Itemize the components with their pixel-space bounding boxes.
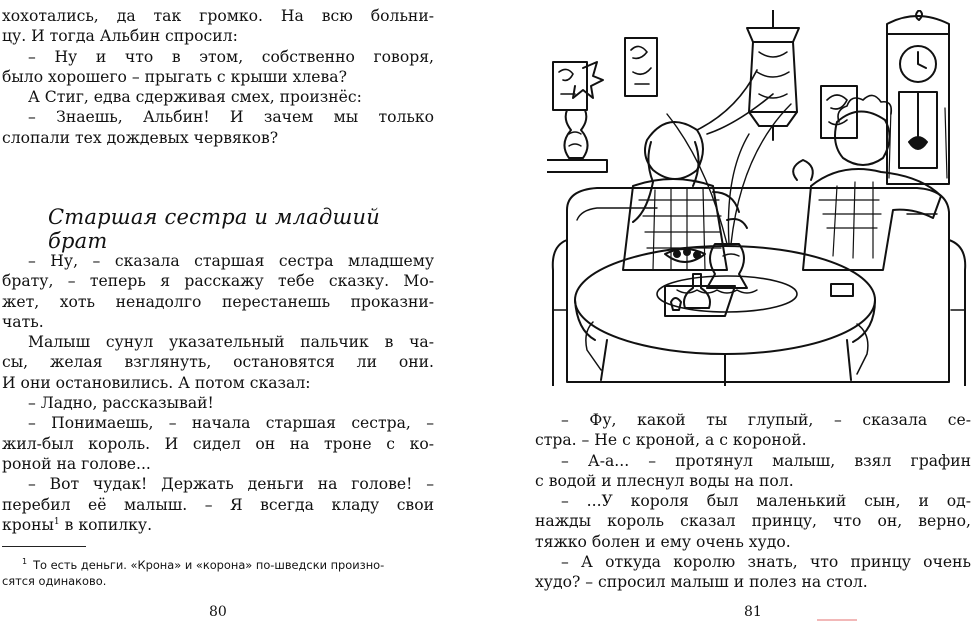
left-body-text [2, 251, 434, 535]
text-line: – А откуда королю знать, что принцу очень [561, 553, 971, 572]
text-line: – Знаешь, Альбин! И зачем мы только [28, 108, 434, 127]
left-page [0, 0, 440, 624]
text-line: И они остановились. А потом сказал: [2, 373, 311, 392]
text-line: жил-был король. И сидел он на троне с ко- [2, 434, 434, 453]
footnote-line [2, 554, 438, 573]
text-line: – Ну, – сказала старшая сестра младшему [28, 252, 434, 270]
chapter-heading: Старшая сестра и младший брат [48, 205, 380, 253]
footnote-reference[interactable]: 1 [53, 516, 60, 527]
text-line: стра. – Не с кроной, а с короной. [535, 431, 807, 450]
text-line: Малыш сунул указательный пальчик в ча- [28, 333, 434, 352]
text-line: было хорошего – прыгать с крыши хлева? [2, 67, 347, 86]
illustration-family-scene [547, 10, 971, 386]
footnote [2, 554, 438, 589]
footnote-text: То есть деньги. «Крона» и «корона» по-шведски произно- [33, 557, 385, 572]
text-line: – Ладно, рассказывай! [28, 394, 214, 413]
matchbox [831, 284, 853, 296]
footnote-divider [2, 546, 86, 547]
lantern-top [747, 10, 799, 42]
footnote-mark: 1 [22, 557, 28, 566]
text-line: сы, желая взглянуть, остановятся ли они. [2, 353, 434, 372]
text-line: – Вот чудак! Держать деньги на голове! – [28, 475, 434, 494]
scan-mark [817, 619, 857, 621]
text-line: роной на голове... [2, 454, 151, 473]
text-line: чать. [2, 312, 44, 331]
text-line: – ...У короля был маленький сын, и од- [561, 492, 971, 511]
footnote-line: сятся одинаково. [2, 573, 107, 588]
text-line: жет, хоть ненадолго перестанешь проказни- [2, 292, 434, 311]
text-line-last [2, 515, 434, 535]
page-number-left: 80 [209, 604, 227, 620]
text-line: А Стиг, едва сдерживая смех, произнёс: [28, 88, 362, 107]
text-line: перебил её малыш. – Я всегда кладу свои [2, 495, 434, 514]
text-line: слопали тех дождевых червяков? [2, 128, 279, 147]
wall-frame-small [553, 62, 587, 110]
text-line: брату, – теперь я расскажу тебе сказку. Мо- [2, 272, 434, 291]
vase [564, 110, 587, 158]
shelf [547, 160, 607, 172]
text-line: – Ну и что в этом, собственно говоря, [28, 47, 434, 66]
text-line: нажды король сказал принцу, что он, верно, [535, 512, 971, 531]
text-line: худо? – спросил малыш и полез на стол. [535, 573, 868, 592]
text-line: – Фу, какой ты глупый, – сказала се- [561, 411, 971, 429]
text-line: с водой и плеснул воды на пол. [535, 471, 794, 490]
text-line: хохотались, да так громко. На всю больни- [2, 7, 434, 25]
text-line: – Понимаешь, – начала старшая сестра, – [28, 414, 434, 433]
right-body-text [535, 410, 971, 593]
left-top-text [2, 6, 434, 148]
text-fragment: кроны [2, 515, 54, 534]
page-number-right: 81 [744, 604, 762, 620]
text-line: тяжко болен и ему очень худо. [535, 532, 791, 551]
text-line: цу. И тогда Альбин спросил: [2, 27, 238, 46]
girl-head [645, 122, 703, 179]
text-fragment: в копилку. [59, 515, 153, 534]
text-line: – А-а... – протянул малыш, взял графин [561, 451, 971, 470]
